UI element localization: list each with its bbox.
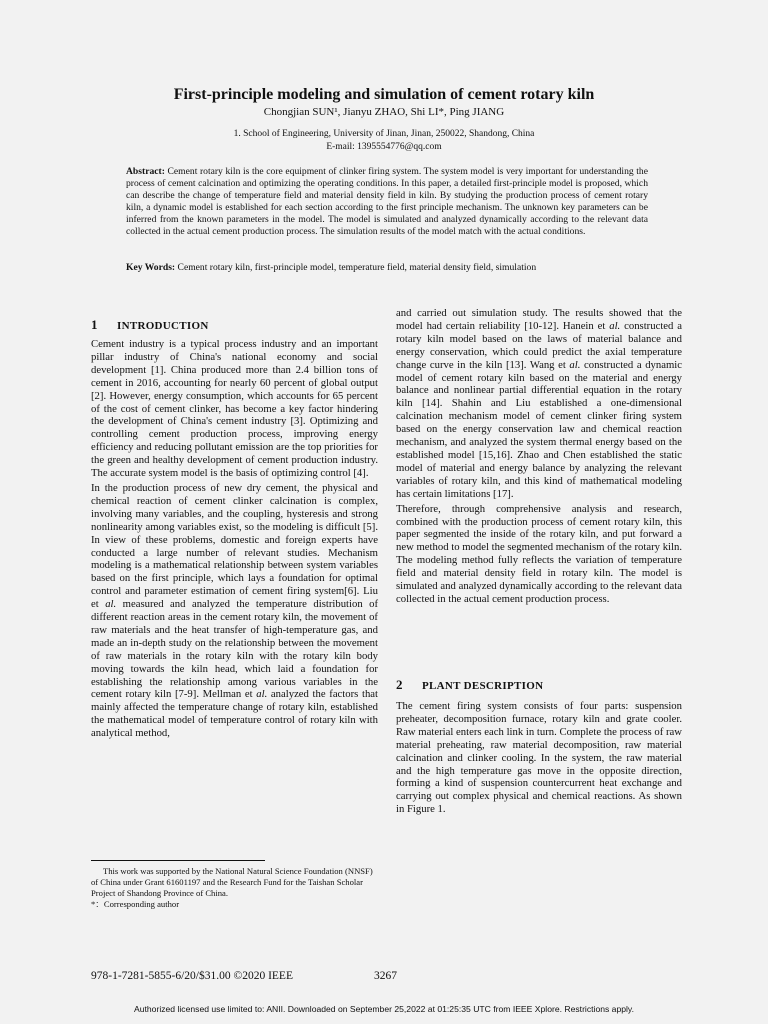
- paragraph: [91, 482, 378, 740]
- affiliation: 1. School of Engineering, University of Jinan, Jinan, 250022, Shandong, China: [233, 129, 535, 139]
- right-column: [396, 307, 682, 608]
- paragraph-text: In the production process of new dry cement, the physical and chemical reaction of cement clinker calcination is complex, involving many variables, and the coupling, hysteresis and strong nonlinearity among variables exist, so the modeling is difficult [5]. In view of these problems, domestic and foreign experts have conducted a large number of relevant studies. Mechanism modeling is a mathematical relationship between system variables based on the first principle, which lays a foundation for optimal control and parameter estimation of cement firing system[6]. Liu et: [91, 481, 378, 611]
- keywords-label: Key Words:: [126, 262, 176, 273]
- et-al: al.: [609, 319, 621, 332]
- section-number: 2: [396, 677, 403, 692]
- keywords-text: Cement rotary kiln, first-principle model, temperature field, material density field, simulation: [177, 262, 537, 273]
- paragraph: Cement industry is a typical process industry and an important pillar industry of China's national economy and social development [1]. China produced more than 2.4 billion tons of cement in 2016, accounting for nearly 60 percent of global output [2]. However, energy consumption, which accounts for 65 percent of the cost of cement clinker, has become a key factor hindering the development of China's cement industry [3]. Optimizing and controlling cement production process, improving energy efficiency and reducing pollutant emission are the top priorities for the green and healthy development of cement production industry. The accurate system model is the basis of optimizing control [4].: [91, 338, 378, 480]
- et-al: al.: [256, 688, 268, 701]
- isbn-copyright: 978-1-7281-5855-6/20/$31.00 ©2020 IEEE: [91, 970, 293, 982]
- abstract-label: Abstract:: [126, 166, 165, 177]
- authorized-use-notice: Authorized licensed use limited to: ANII. Downloaded on September 25,2022 at 01:25:35 UTC from IEEE Xplore. Restrictions apply.: [134, 1004, 634, 1014]
- paragraph: Therefore, through comprehensive analysis and research, combined with the production process of cement rotary kiln, this paper segmented the inside of the rotary kiln, and put forward a new method to model the segmented mechanism of the rotary kiln. The modeling method fully reflects the variation of temperature field and material density field in rotary kiln. The model is simulated and analyzed dynamically according to the relevant data collected in the actual cement production process.: [396, 502, 682, 605]
- section-title: INTRODUCTION: [117, 320, 209, 332]
- paragraph-text: measured and analyzed the temperature distribution of different reaction areas in the cement rotary kiln, the movement of raw materials and the heat transfer of high-temperature gas, and made an in-depth study on the relationship between the movement of raw materials in the rotary kiln with the rotary kiln body moving towards the kiln head, which laid a foundation for establishing the relationship among various variables in the cement rotary kiln [7-9]. Mellman et: [91, 598, 379, 701]
- footnote-corresponding: *：Corresponding author: [91, 899, 180, 909]
- footnote-funding: This work was supported by the National Natural Science Foundation (NNSF) of China under Grant 61601197 and the Research Fund for the Taishan Scholar Project of Shandong Province of China.: [91, 866, 373, 898]
- et-al: al.: [569, 358, 581, 371]
- footnote: [91, 866, 381, 910]
- section-heading-plant-description: [396, 677, 543, 693]
- section-number: 1: [91, 317, 98, 332]
- page-number: 3267: [374, 970, 397, 982]
- paragraph-text: and carried out simulation study. The results showed that the model had certain reliability [10-12]. Hanein et: [396, 307, 682, 332]
- right-column-section-2: [396, 700, 682, 818]
- affiliation-block: [0, 128, 768, 154]
- section-heading-introduction: [91, 317, 209, 333]
- email: E-mail: 1395554776@qq.com: [326, 142, 442, 152]
- left-column: [91, 338, 378, 742]
- paragraph: [396, 307, 682, 501]
- author-list: Chongjian SUN¹, Jianyu ZHAO, Shi LI*, Ping JIANG: [263, 106, 505, 118]
- section-title: PLANT DESCRIPTION: [422, 680, 544, 692]
- paragraph-text: analyzed the factors that mainly affected the temperature change of rotary kiln, established the mathematical model of temperature control of rotary kiln with analytical method,: [91, 688, 379, 740]
- paragraph-text: constructed a dynamic model of cement rotary kiln based on the material and energy balance and nonlinear partial differential equation in the rotary kiln [14]. Shahin and Liu established a one-dimensional calcination mechanism model of cement clinker firing system based on the energy conservation law and chemical reaction mechanism, and analyzed the system thermal energy based on the established model [15,16]. Zhao and Chen established the static model of material and energy balance by analyzing the relevant variables of rotary kiln, and this kind of mathematical modeling has certain limitations [17].: [396, 358, 682, 500]
- abstract-text: Cement rotary kiln is the core equipment of clinker firing system. The system model is very important for understanding the process of cement calcination and optimizing the operating conditions. In this paper, a detailed first-principle model is proposed, which can describe the change of temperature field and material density field in kiln. By studying the production process of cement rotary kiln, a dynamic model is established for each section according to the first principle mechanism. The unknown key parameters can be inferred from the known parameters in the model. The model is simulated and analyzed dynamically according to the relevant data collected in the actual cement production process. The simulation results of the model match with the actual conditions.: [126, 166, 648, 238]
- paragraph-text: constructed a rotary kiln model based on the laws of material balance and energy conservation, which could predict the axial temperature change curve in the kiln [13]. Wang et: [396, 319, 683, 371]
- footnote-rule: [91, 860, 265, 861]
- et-al: al.: [105, 598, 117, 611]
- paragraph: The cement firing system consists of four parts: suspension preheater, decomposition furnace, rotary kiln and grate cooler. Raw material enters each link in turn. Complete the process of raw material preheating, raw material decomposition, raw material calcination and clinker cooling. In the system, the raw material and the high temperature gas move in the opposite direction, forming a kind of suspension countercurrent heat exchange and carrying out complex physical and chemical reactions. As shown in Figure 1.: [396, 700, 682, 816]
- paper-title: First-principle modeling and simulation of cement rotary kiln: [173, 86, 595, 103]
- keywords: [126, 262, 648, 274]
- abstract: [126, 166, 648, 239]
